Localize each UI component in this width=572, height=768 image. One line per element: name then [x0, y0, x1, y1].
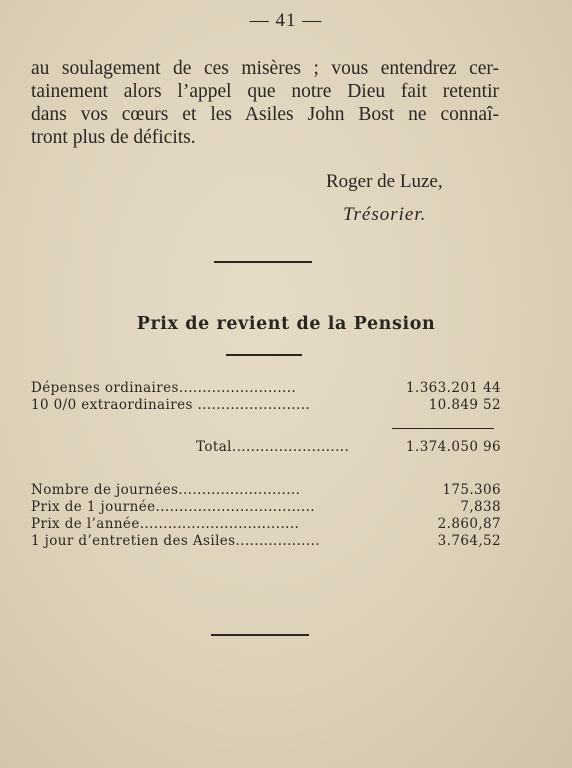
row-label: 1 jour d’entretien des Asiles.................. — [31, 533, 320, 549]
total-table — [31, 439, 501, 456]
signature-role: Trésorier. — [343, 204, 427, 225]
divider-rule — [226, 354, 302, 356]
paragraph-line: dans vos cœurs et les Asiles John Bost ne connaî- — [31, 104, 499, 125]
table-row — [31, 482, 501, 499]
section-title: Prix de revient de la Pension — [136, 314, 436, 334]
row-value: 7,838 — [460, 499, 501, 515]
page-number: — 41 — — [249, 10, 323, 31]
row-value: 2.860,87 — [437, 516, 501, 532]
stats-table — [31, 482, 501, 550]
paragraph-line: tront plus de déficits. — [31, 127, 196, 148]
paragraph-line: au soulagement de ces misères ; vous entendrez cer- — [31, 58, 499, 79]
table-row — [31, 516, 501, 533]
signature-name: Roger de Luze, — [326, 171, 443, 192]
total-label: Total......................... — [196, 439, 350, 455]
body-paragraph — [31, 57, 499, 149]
table-row — [31, 533, 501, 550]
sum-rule — [392, 428, 494, 429]
row-label: Prix de l’année.................................. — [31, 516, 300, 532]
row-value: 10.849 52 — [428, 397, 501, 413]
row-value: 3.764,52 — [437, 533, 501, 549]
row-value: 175.306 — [442, 482, 501, 498]
table-row — [31, 380, 501, 397]
row-value: 1.363.201 44 — [406, 380, 501, 396]
table-row — [31, 499, 501, 516]
row-label: Dépenses ordinaires......................... — [31, 380, 297, 396]
divider-rule — [214, 261, 312, 263]
row-label: Nombre de journées.......................... — [31, 482, 301, 498]
row-label: Prix de 1 journée.................................. — [31, 499, 315, 515]
table-row — [31, 397, 501, 414]
row-label: 10 0/0 extraordinaires ........................ — [31, 397, 311, 413]
total-value: 1.374.050 96 — [406, 439, 501, 455]
total-row — [31, 439, 501, 456]
paragraph-line: tainement alors l’appel que notre Dieu fait retentir — [31, 81, 499, 102]
expenses-table — [31, 380, 501, 414]
divider-rule — [211, 634, 309, 636]
